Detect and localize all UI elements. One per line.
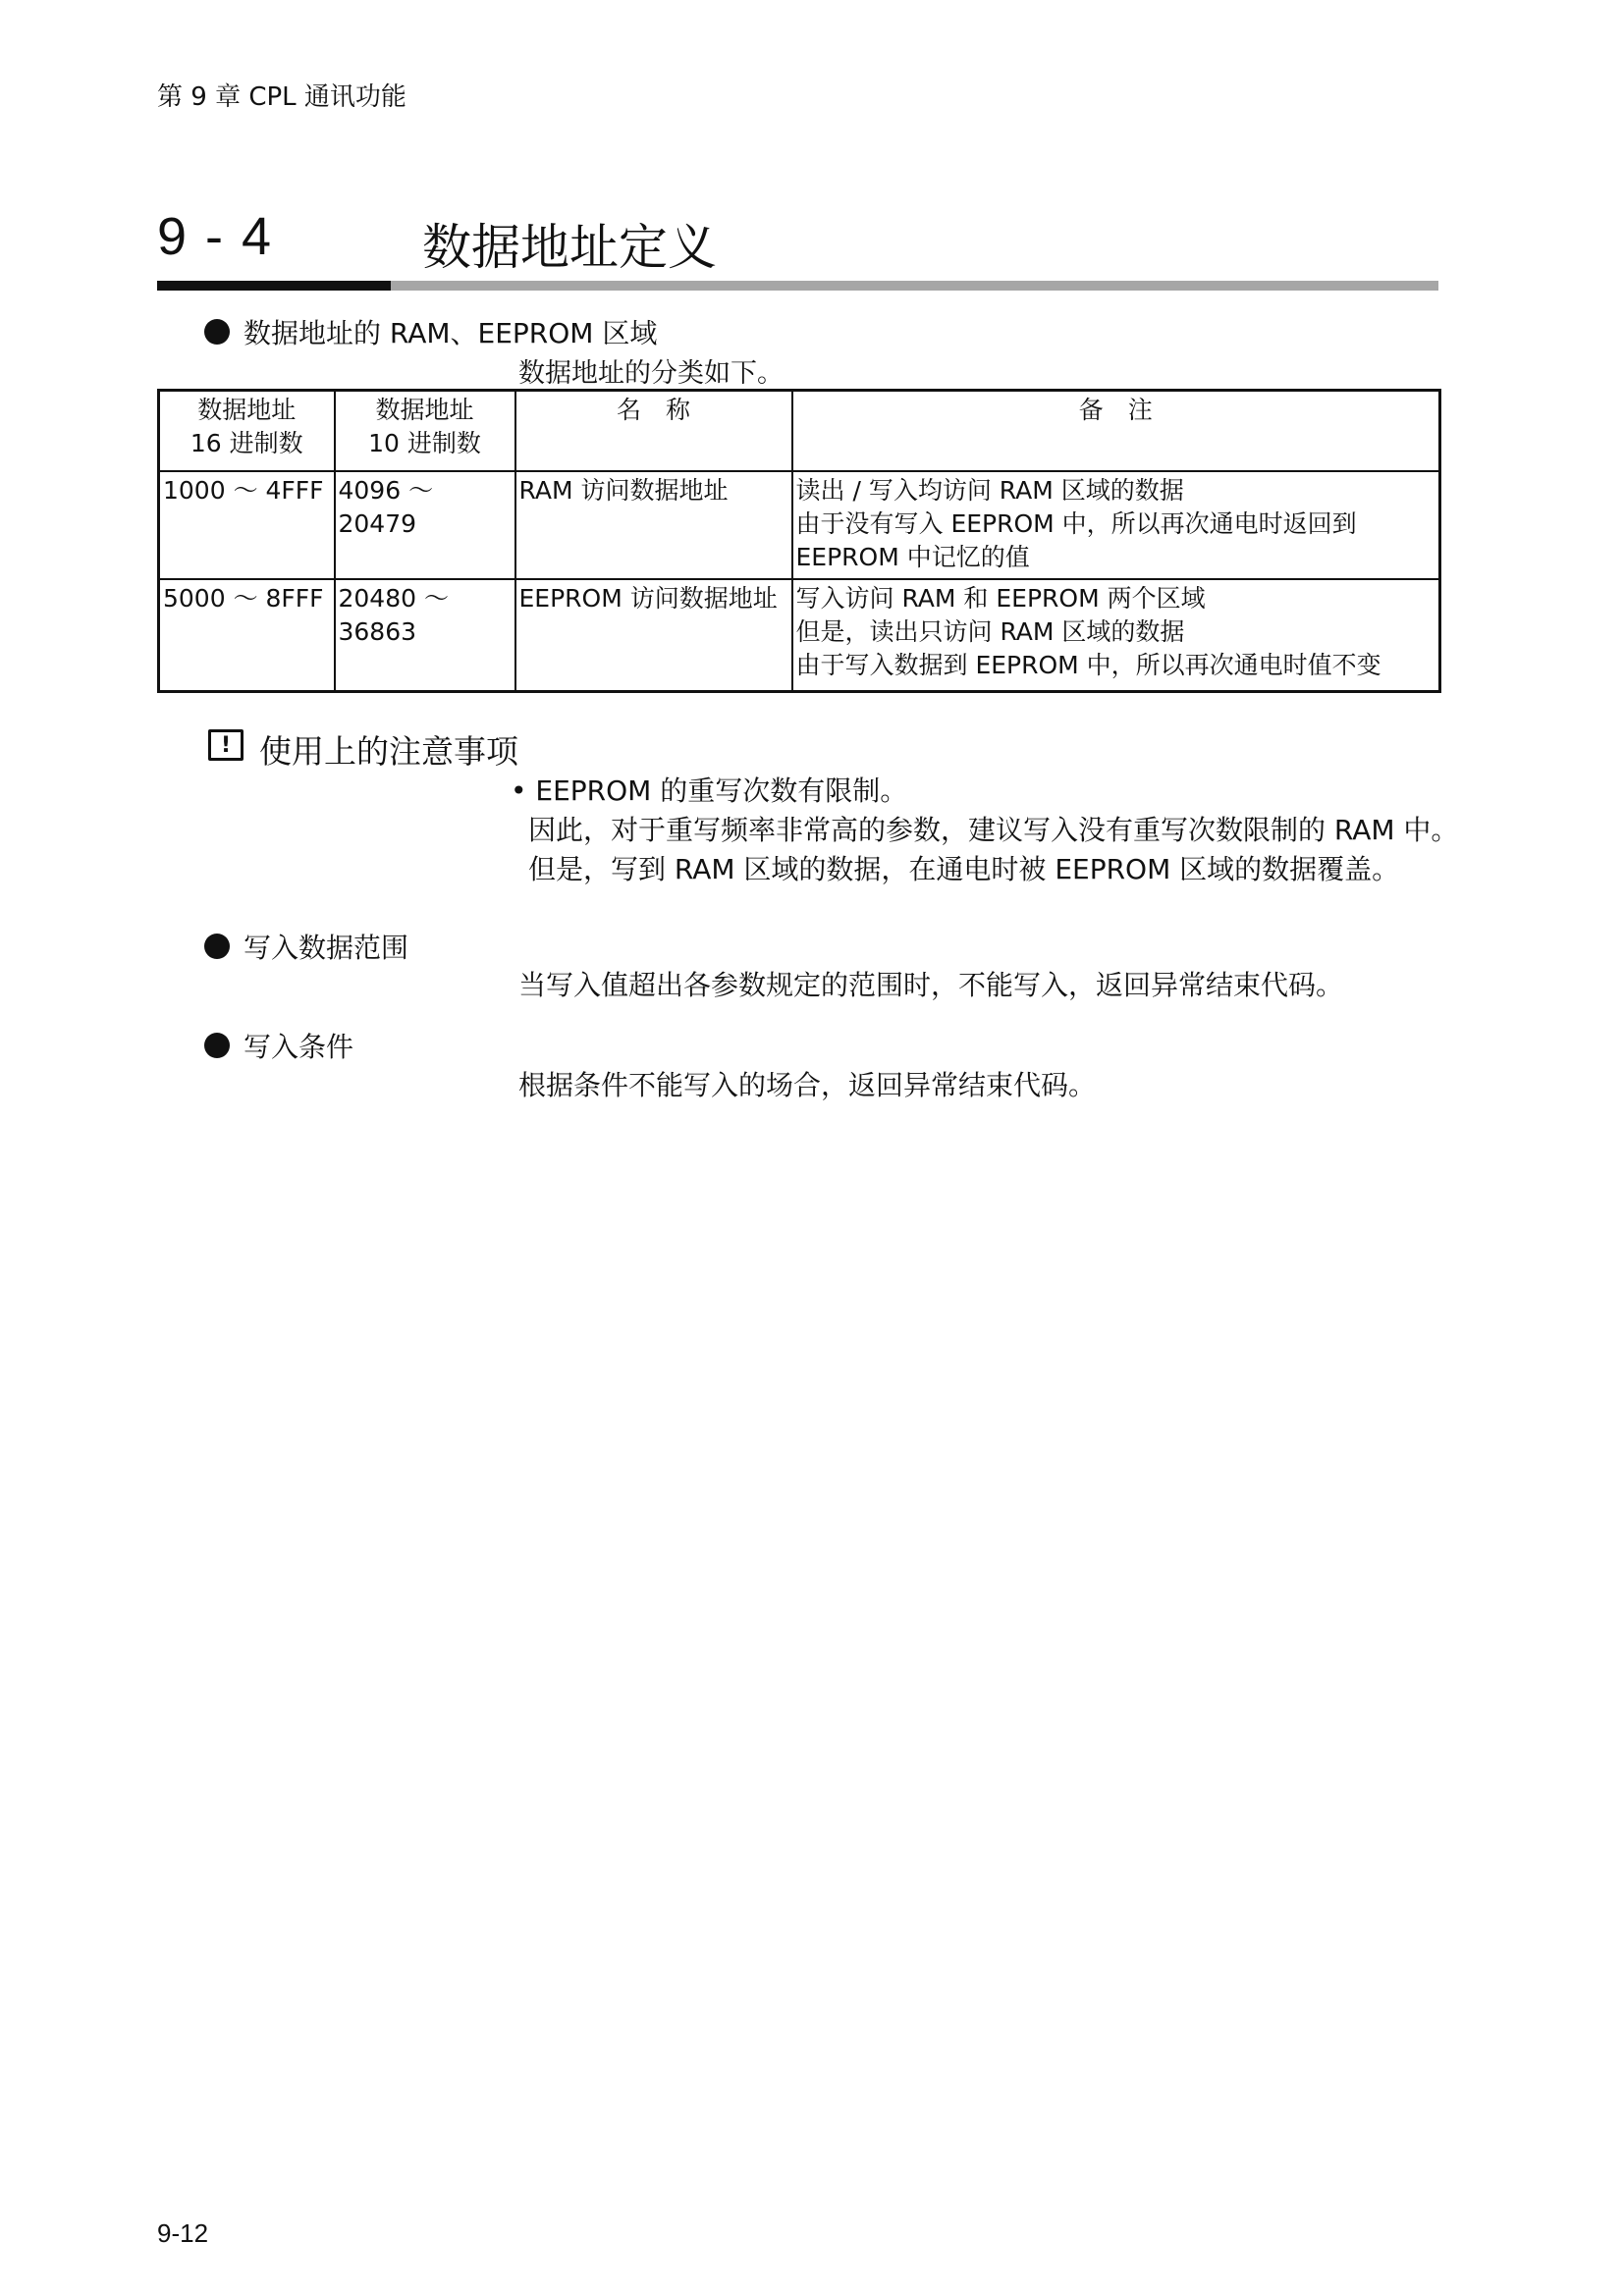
- table-intro: 数据地址的分类如下。: [518, 358, 784, 389]
- ram-eeprom-heading: [204, 312, 657, 351]
- cell-notes: [792, 471, 1440, 579]
- table-header-row: [159, 391, 1440, 472]
- cell-name: EEPROM 访问数据地址: [515, 579, 792, 692]
- header-hex-line1: 数据地址: [197, 396, 297, 424]
- write-range-text: 当写入值超出各参数规定的范围时，不能写入，返回异常结束代码。: [518, 969, 1344, 1001]
- cell-notes: [792, 579, 1440, 692]
- table-row: [159, 579, 1440, 692]
- caution-title: 使用上的注意事项: [259, 732, 518, 771]
- write-condition-heading: [204, 1026, 353, 1065]
- header-dec-line1: 数据地址: [375, 396, 474, 424]
- page-number: 9-12: [157, 2218, 209, 2248]
- write-condition-heading-text: 写入条件: [244, 1031, 354, 1063]
- section-number: 9 - 4: [157, 207, 274, 266]
- section-title: 数据地址定义: [422, 219, 717, 276]
- bullet-icon: [204, 1033, 230, 1058]
- bullet-icon: [204, 319, 230, 345]
- cell-hex: 1000 ～ 4FFF: [159, 471, 335, 579]
- header-hex: [159, 391, 335, 472]
- header-notes-line1: 备 注: [1078, 396, 1153, 424]
- caution-line: 因此，对于重写频率非常高的参数，建议写入没有重写次数限制的 RAM 中。: [528, 814, 1459, 846]
- cell-hex: 5000 ～ 8FFF: [159, 579, 335, 692]
- table-row: [159, 471, 1440, 579]
- caution-body: [511, 772, 1458, 889]
- note-line: 由于没有写入 EEPROM 中，所以再次通电时返回到: [795, 509, 1357, 538]
- header-name-line1: 名 称: [616, 396, 690, 424]
- header-notes: [792, 391, 1440, 472]
- write-range-heading-text: 写入数据范围: [244, 932, 409, 964]
- note-line: 由于写入数据到 EEPROM 中，所以再次通电时值不变: [795, 651, 1381, 679]
- header-name: [515, 391, 792, 472]
- note-line: 读出 / 写入均访问 RAM 区域的数据: [795, 476, 1184, 505]
- ram-eeprom-heading-text: 数据地址的 RAM、EEPROM 区域: [244, 317, 658, 349]
- write-range-heading: [204, 927, 408, 966]
- header-dec: [335, 391, 515, 472]
- bullet-icon: [204, 934, 230, 959]
- header-dec-line2: 10 进制数: [368, 429, 481, 457]
- note-line: EEPROM 中记忆的值: [795, 543, 1030, 571]
- caution-line: 但是，写到 RAM 区域的数据，在通电时被 EEPROM 区域的数据覆盖。: [528, 853, 1400, 885]
- caution-icon: !: [208, 729, 244, 761]
- header-hex-line2: 16 进制数: [189, 429, 303, 457]
- cell-dec: 4096 ～ 20479: [335, 471, 515, 579]
- cell-dec: 20480 ～ 36863: [335, 579, 515, 692]
- chapter-header: 第 9 章 CPL 通讯功能: [157, 82, 406, 112]
- note-line: 但是，读出只访问 RAM 区域的数据: [795, 617, 1185, 646]
- caution-line: • EEPROM 的重写次数有限制。: [511, 774, 908, 807]
- address-table: [157, 389, 1441, 693]
- write-condition-text: 根据条件不能写入的场合，返回异常结束代码。: [518, 1069, 1097, 1101]
- section-rule-accent: [157, 281, 391, 291]
- note-line: 写入访问 RAM 和 EEPROM 两个区域: [795, 584, 1206, 613]
- cell-name: RAM 访问数据地址: [515, 471, 792, 579]
